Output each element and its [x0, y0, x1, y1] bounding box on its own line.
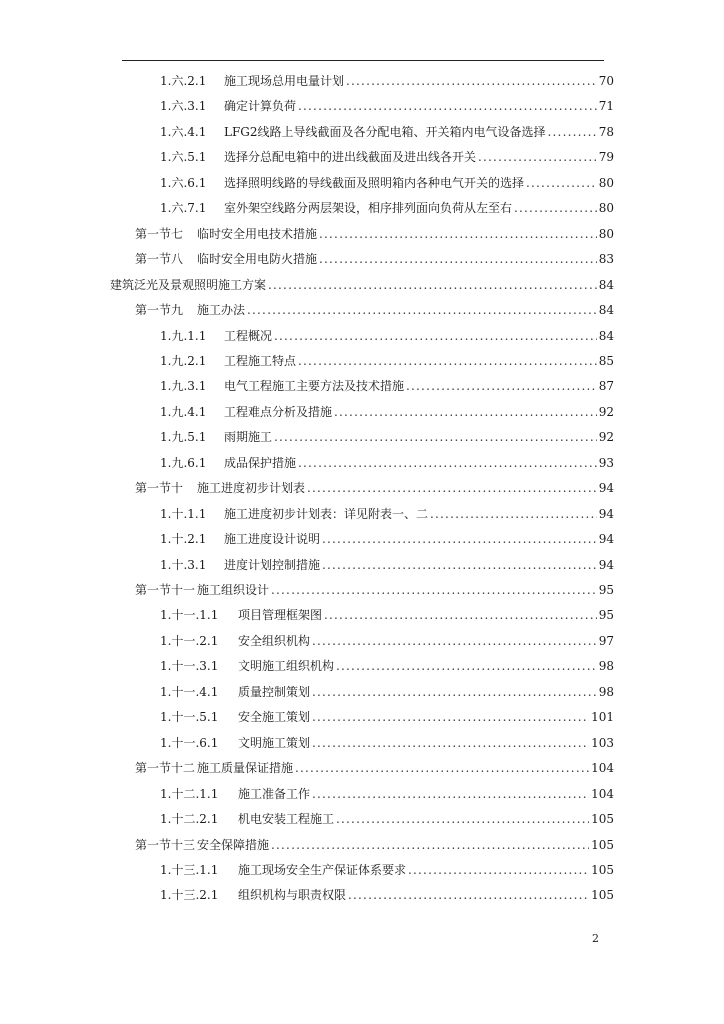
dot-leader — [319, 249, 597, 269]
toc-entry[interactable] — [160, 376, 614, 396]
toc-entry-number: 1.九.5.1 — [160, 430, 207, 445]
toc-entry-title: 施工组织设计 — [197, 583, 270, 597]
dot-leader — [268, 275, 597, 295]
toc-entry-title: 机电安装工程施工 — [238, 812, 335, 827]
toc-entry-title: 项目管理框架图 — [238, 608, 323, 623]
toc-entry-number: 1.六.5.1 — [160, 150, 207, 165]
toc-entry-number: 1.十一.3.1 — [160, 659, 219, 674]
toc-entry-number: 1.六.4.1 — [160, 124, 207, 139]
toc-entry-title: 工程施工特点 — [224, 353, 297, 368]
toc-entry-number: 第一节十二 — [135, 761, 196, 776]
dot-leader — [430, 504, 597, 524]
toc-entry-title: 安全施工策划 — [238, 710, 311, 725]
toc-entry-title: 进度计划控制措施 — [224, 557, 321, 572]
toc-entry-page: 105 — [591, 888, 614, 903]
toc-entry-number: 1.十.1.1 — [160, 506, 207, 521]
toc-entry-title: 组织机构与职责权限 — [238, 888, 347, 903]
toc-entry-number: 1.六.6.1 — [160, 175, 207, 190]
toc-entry[interactable] — [160, 555, 614, 575]
toc-entry-number: 第一节十一 — [135, 583, 196, 597]
dot-leader — [336, 656, 597, 676]
dot-leader — [336, 809, 589, 829]
toc-entry-title: 选择分总配电箱中的进出线截面及进出线各开关 — [224, 150, 477, 165]
toc-entry-page: 94 — [598, 481, 614, 496]
toc-entry-page: 105 — [591, 812, 614, 827]
dot-leader — [312, 707, 589, 727]
toc-entry-page: 95 — [598, 583, 614, 597]
toc-entry[interactable] — [160, 173, 614, 193]
toc-entry-number: 1.十一.5.1 — [160, 710, 219, 725]
toc-entry-title: 文明施工策划 — [238, 735, 311, 750]
toc-entry-page: 80 — [598, 175, 614, 190]
toc-entry[interactable] — [135, 224, 614, 244]
toc-entry-page: 84 — [598, 303, 614, 318]
dot-leader — [298, 96, 597, 116]
toc-entry[interactable] — [160, 605, 614, 625]
toc-entry-number: 1.九.3.1 — [160, 379, 207, 394]
toc-entry-title: 安全组织机构 — [238, 633, 311, 648]
header-rule — [122, 60, 604, 61]
toc-entry-page: 95 — [598, 608, 614, 623]
toc-entry-title: 室外架空线路分两层架设，相序排列面向负荷从左至右 — [224, 201, 513, 216]
toc-entry-page: 71 — [598, 99, 614, 114]
toc-entry[interactable] — [135, 835, 614, 855]
toc-entry-title: 成品保护措施 — [224, 455, 297, 470]
dot-leader — [322, 529, 597, 549]
toc-entry-page: 104 — [591, 761, 614, 776]
toc-entry[interactable] — [160, 682, 614, 702]
toc-entry[interactable] — [160, 631, 614, 651]
toc-entry[interactable] — [160, 529, 614, 549]
dot-leader — [312, 631, 597, 651]
toc-entry-title: 质量控制策划 — [238, 684, 311, 699]
dot-leader — [312, 733, 589, 753]
toc-entry[interactable] — [135, 300, 614, 320]
toc-entry[interactable] — [110, 275, 614, 295]
toc-entry-number: 第一节七 — [135, 226, 184, 241]
dot-leader — [274, 427, 597, 447]
dot-leader — [346, 71, 597, 91]
toc-entry-page: 84 — [598, 277, 614, 292]
toc-entry-page: 84 — [598, 328, 614, 343]
toc-entry-number: 1.十三.2.1 — [160, 888, 219, 903]
toc-entry-number: 1.十一.1.1 — [160, 608, 219, 623]
dot-leader — [408, 860, 589, 880]
toc-entry-page: 101 — [591, 710, 614, 725]
toc-entry-title: 文明施工组织机构 — [238, 659, 335, 674]
dot-leader — [348, 885, 589, 905]
toc-entry-number: 1.十一.6.1 — [160, 735, 219, 750]
toc-entry-number: 1.十一.2.1 — [160, 633, 219, 648]
dot-leader — [526, 173, 597, 193]
toc-entry-number: 1.十一.4.1 — [160, 684, 219, 699]
toc-entry-number: 第一节十 — [135, 481, 184, 496]
toc-entry-number: 第一节八 — [135, 252, 184, 267]
toc-entry[interactable] — [135, 580, 614, 600]
toc-entry-title: 安全保障措施 — [197, 837, 270, 852]
dot-leader — [334, 402, 597, 422]
toc-entry[interactable] — [135, 478, 614, 498]
toc-entry-number: 1.十二.2.1 — [160, 812, 219, 827]
toc-entry-page: 94 — [598, 506, 614, 521]
toc-entry-page: 78 — [598, 124, 614, 139]
toc-entry[interactable] — [160, 860, 614, 880]
toc-entry-number: 1.十三.1.1 — [160, 862, 219, 877]
toc-entry-number: 第一节十三 — [135, 837, 196, 852]
toc-entry-title: 施工进度设计说明 — [224, 532, 321, 547]
toc-entry[interactable] — [160, 427, 614, 447]
toc-entry-title: 临时安全用电防火措施 — [197, 252, 318, 267]
toc-entry[interactable] — [160, 809, 614, 829]
dot-leader — [548, 122, 597, 142]
dot-leader — [319, 224, 597, 244]
toc-entry[interactable] — [160, 784, 614, 804]
dot-leader — [271, 835, 589, 855]
toc-entry[interactable] — [160, 733, 614, 753]
toc-entry[interactable] — [160, 656, 614, 676]
dot-leader — [274, 326, 597, 346]
dot-leader — [271, 580, 597, 600]
toc-entry[interactable] — [160, 351, 614, 371]
toc-entry-page: 70 — [598, 74, 614, 88]
toc-entry-number: 1.十.3.1 — [160, 557, 207, 572]
toc-entry[interactable] — [160, 402, 614, 422]
toc-entry-page: 105 — [591, 862, 614, 877]
dot-leader — [247, 300, 597, 320]
toc-entry-page: 103 — [591, 735, 614, 750]
toc-entry-page: 97 — [598, 633, 614, 648]
toc-entry-title: 选择照明线路的导线截面及照明箱内各种电气开关的选择 — [224, 175, 525, 190]
toc-entry-page: 80 — [598, 201, 614, 216]
dot-leader — [406, 376, 597, 396]
toc-entry-page: 104 — [591, 786, 614, 801]
toc-entry-number: 1.十二.1.1 — [160, 786, 219, 801]
toc-entry-title: 工程难点分析及措施 — [224, 404, 333, 419]
toc-entry-title: 工程概况 — [224, 328, 273, 343]
dot-leader — [298, 453, 597, 473]
toc-entry[interactable] — [160, 453, 614, 473]
toc-entry-number: 1.六.7.1 — [160, 201, 207, 216]
dot-leader — [312, 784, 589, 804]
toc-entry-title: LFG2线路上导线截面及各分配电箱、开关箱内电气设备选择 — [224, 124, 546, 139]
toc-entry-page: 87 — [598, 379, 614, 394]
toc-entry-number: 1.十.2.1 — [160, 532, 207, 547]
toc-entry[interactable] — [135, 249, 614, 269]
toc-entry-page: 98 — [598, 659, 614, 674]
toc-entry-title: 施工现场安全生产保证体系要求 — [238, 862, 407, 877]
dot-leader — [307, 478, 597, 498]
toc-entry-title: 电气工程施工主要方法及技术措施 — [224, 379, 405, 394]
toc-entry-page: 80 — [598, 226, 614, 241]
toc-entry-page: 94 — [598, 557, 614, 572]
toc-entry-title: 确定计算负荷 — [224, 99, 297, 114]
page-number: 2 — [592, 932, 599, 945]
toc-entry-number: 1.九.4.1 — [160, 404, 207, 419]
toc-entry[interactable] — [160, 707, 614, 727]
toc-entry[interactable] — [160, 147, 614, 167]
toc-entry-page: 83 — [598, 252, 614, 267]
toc-entry-title: 施工进度初步计划表 — [197, 481, 306, 496]
toc-entry-number: 1.六.2.1 — [160, 74, 207, 88]
dot-leader — [324, 605, 597, 625]
toc-entry-page: 93 — [598, 455, 614, 470]
toc-entry[interactable] — [160, 96, 614, 116]
toc-entry-page: 79 — [598, 150, 614, 165]
toc-entry-page: 94 — [598, 532, 614, 547]
toc-entry-page: 92 — [598, 404, 614, 419]
dot-leader — [312, 682, 597, 702]
toc-entry-page: 85 — [598, 353, 614, 368]
toc-entry[interactable] — [160, 326, 614, 346]
toc-entry-number: 1.九.1.1 — [160, 328, 207, 343]
toc-entry-title: 建筑泛光及景观照明施工方案 — [110, 277, 267, 292]
toc-entry[interactable] — [160, 71, 614, 91]
toc-entry-title: 临时安全用电技术措施 — [197, 226, 318, 241]
toc-entry-number: 1.六.3.1 — [160, 99, 207, 114]
toc-entry[interactable] — [160, 885, 614, 905]
dot-leader — [295, 758, 589, 778]
toc-entry[interactable] — [135, 758, 614, 778]
toc-entry-page: 105 — [591, 837, 614, 852]
toc-entry[interactable] — [160, 504, 614, 524]
toc-entry-page: 92 — [598, 430, 614, 445]
toc-entry-title: 施工质量保证措施 — [197, 761, 294, 776]
toc-entry-number: 第一节九 — [135, 303, 184, 318]
toc-entry-title: 雨期施工 — [224, 430, 273, 445]
dot-leader — [322, 555, 597, 575]
toc-entry-title: 施工准备工作 — [238, 786, 311, 801]
toc-entry[interactable] — [160, 198, 614, 218]
dot-leader — [514, 198, 597, 218]
toc-entry-title: 施工办法 — [197, 303, 246, 318]
toc-entry-title: 施工现场总用电量计划 — [224, 74, 345, 88]
dot-leader — [298, 351, 597, 371]
toc-entry-number: 1.九.6.1 — [160, 455, 207, 470]
toc-entry[interactable] — [160, 122, 614, 142]
toc-entry-number: 1.九.2.1 — [160, 353, 207, 368]
dot-leader — [478, 147, 597, 167]
toc-entry-page: 98 — [598, 684, 614, 699]
toc-entry-title: 施工进度初步计划表：详见附表一、二 — [224, 506, 429, 521]
